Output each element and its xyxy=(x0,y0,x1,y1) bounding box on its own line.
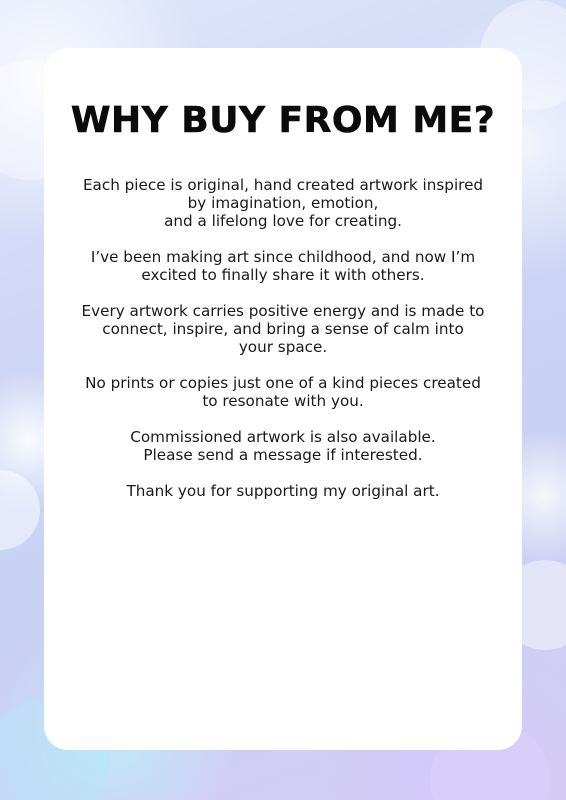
text-line: your space. xyxy=(238,338,328,356)
paragraph-no-prints xyxy=(64,374,502,410)
text-line: excited to finally share it with others. xyxy=(141,266,425,284)
background-bokeh xyxy=(0,470,40,550)
paragraph-thank-you xyxy=(64,482,502,500)
page-title: WHY BUY FROM ME? xyxy=(70,100,496,141)
text-line: Commissioned artwork is also available. xyxy=(130,428,436,446)
card-body xyxy=(64,176,502,500)
text-line: Every artwork carries positive energy and is made to xyxy=(81,302,485,320)
text-line: Thank you for supporting my original art. xyxy=(126,482,440,500)
paragraph-commissions xyxy=(64,428,502,464)
info-card xyxy=(44,48,522,750)
text-line: connect, inspire, and bring a sense of calm into xyxy=(102,320,464,338)
text-line: Please send a message if interested. xyxy=(143,446,423,464)
text-line: I’ve been making art since childhood, and now I’m xyxy=(90,248,476,266)
paragraph-positive-energy xyxy=(64,302,502,356)
text-line: and a lifelong love for creating. xyxy=(164,212,402,230)
paragraph-since-childhood xyxy=(64,248,502,284)
paragraph-original-artwork xyxy=(64,176,502,230)
text-line: to resonate with you. xyxy=(202,392,364,410)
text-line: Each piece is original, hand created artwork inspired xyxy=(82,176,484,194)
text-line: No prints or copies just one of a kind pieces created xyxy=(85,374,481,392)
text-line: by imagination, emotion, xyxy=(187,194,379,212)
